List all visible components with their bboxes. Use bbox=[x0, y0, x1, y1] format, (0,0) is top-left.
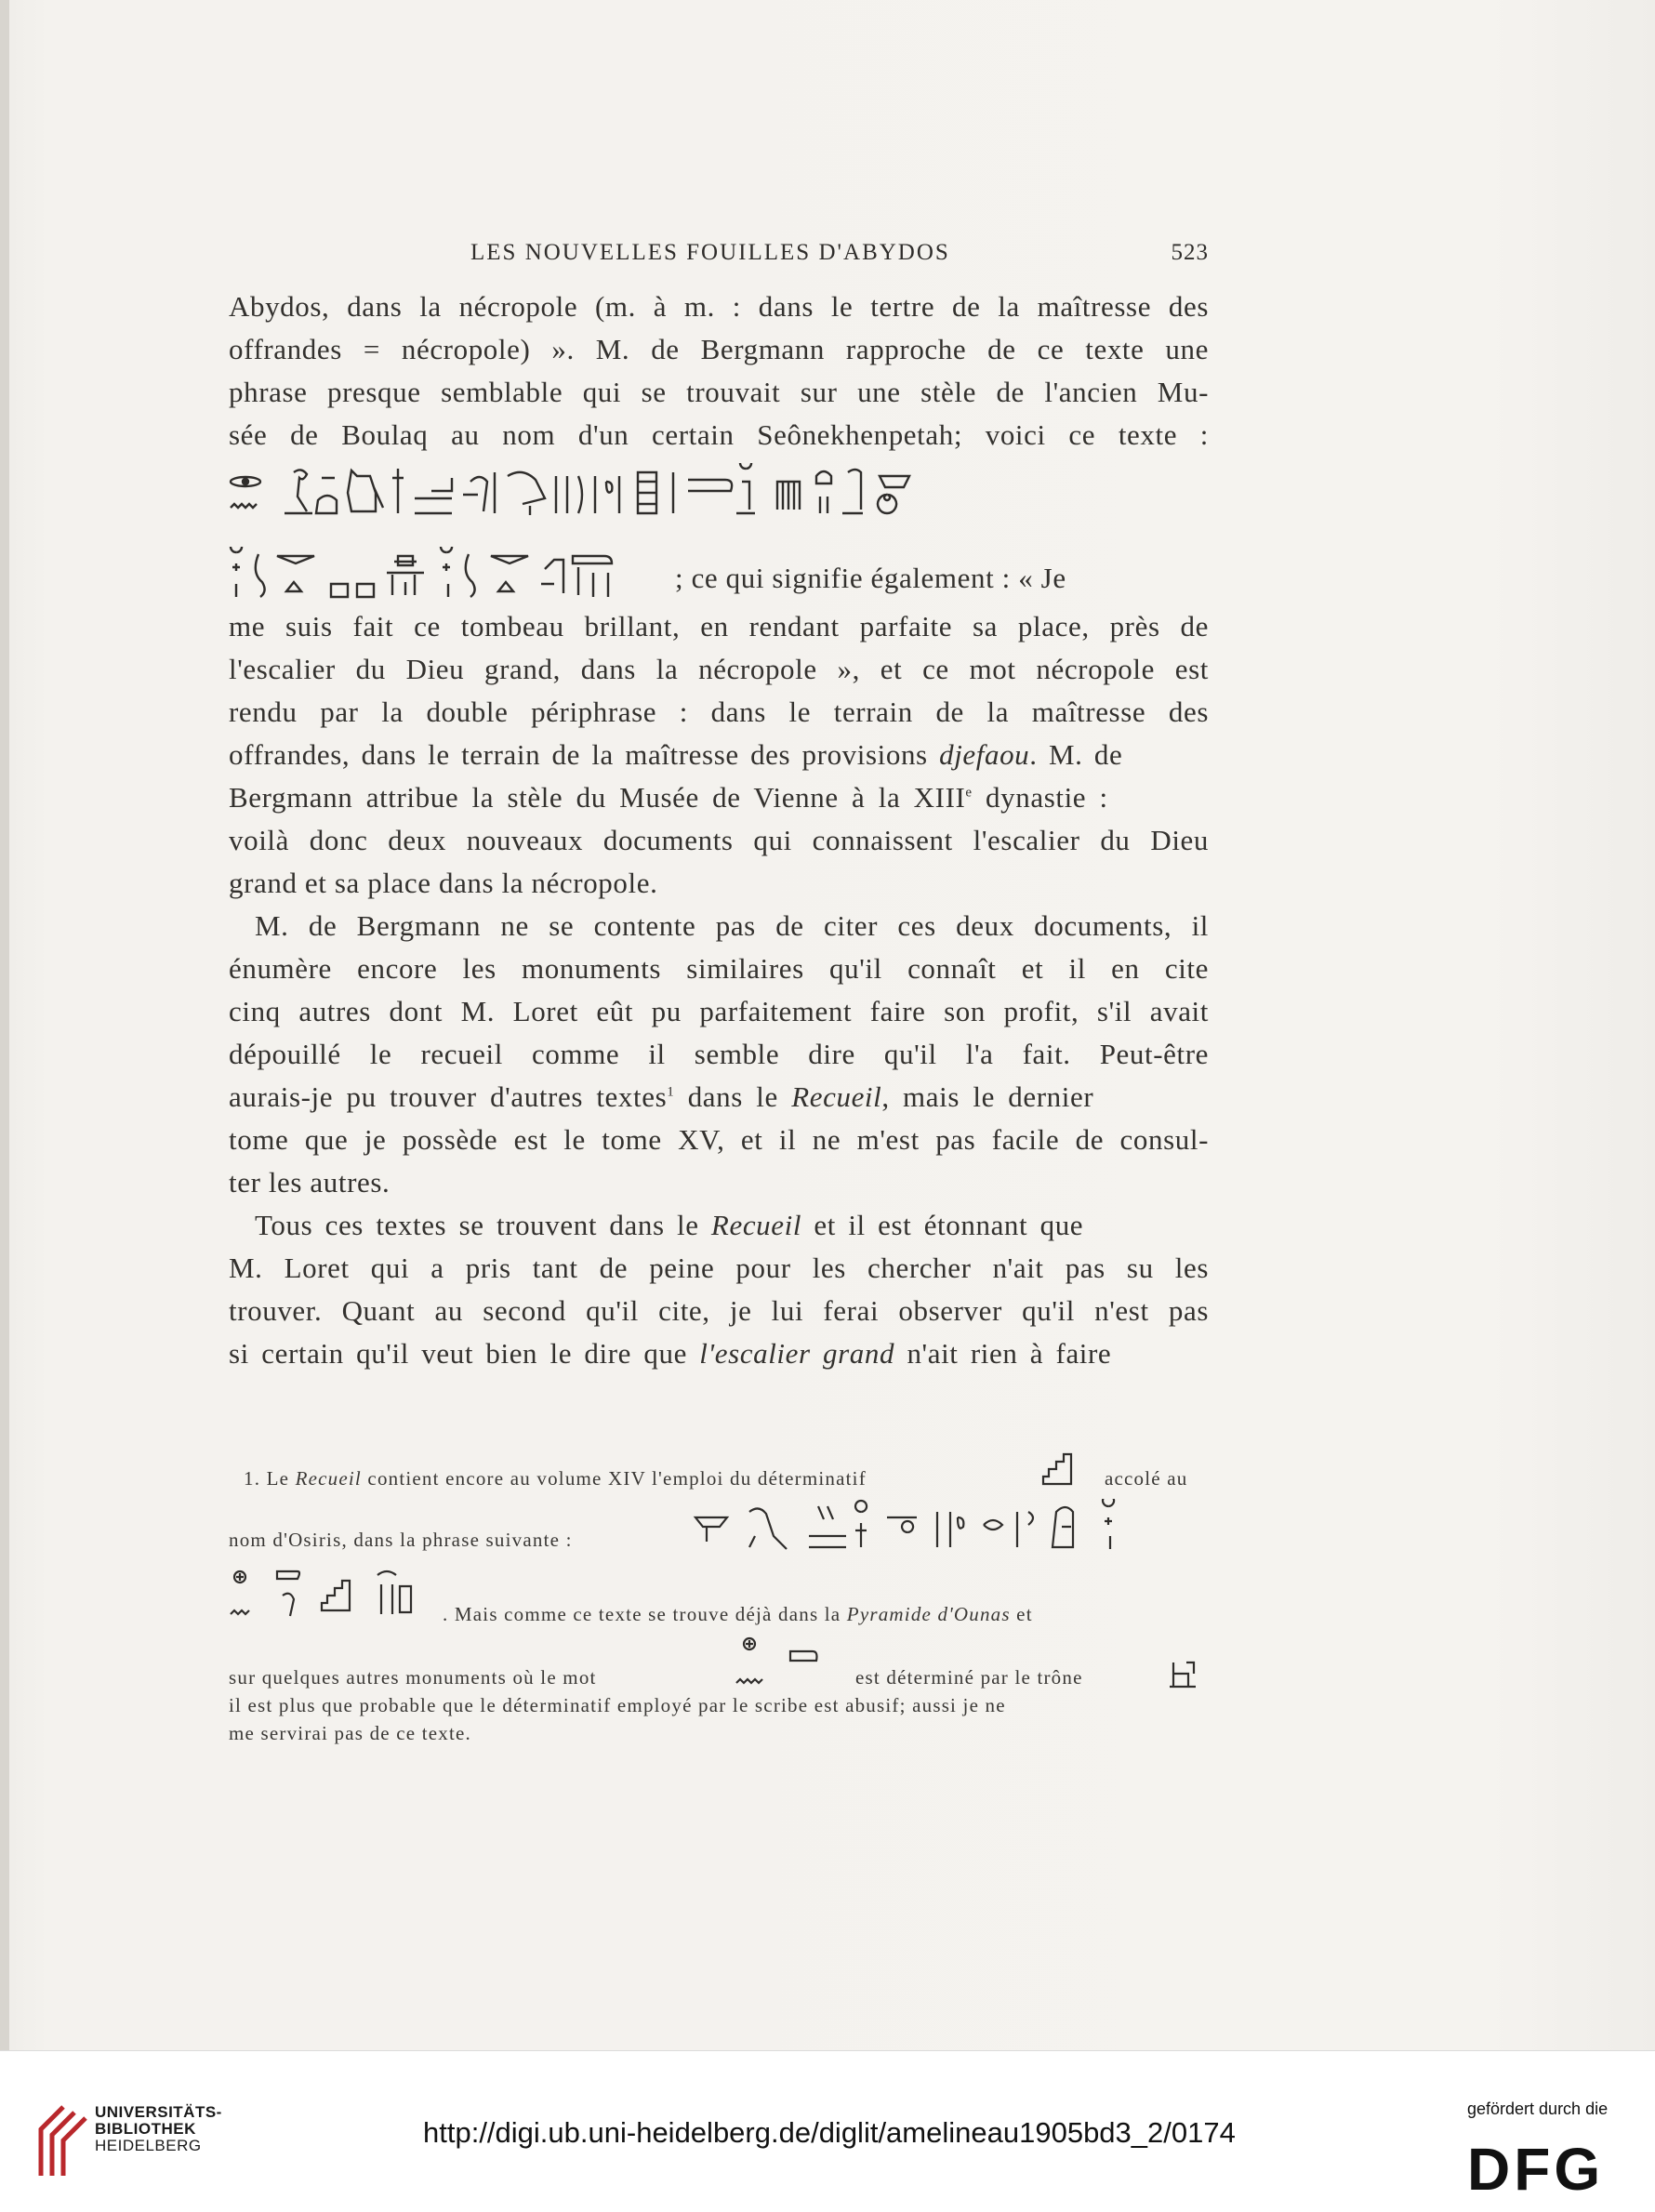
text-line: voilà donc deux nouveaux documents qui connaissent l'escalier du Dieu bbox=[229, 824, 1209, 856]
text-after-hieroglyphs: ; ce qui signifie également : « Je bbox=[675, 562, 1066, 594]
text-segment: Tous ces textes se trouvent dans le bbox=[255, 1209, 699, 1241]
italic-word: l'escalier grand bbox=[699, 1337, 895, 1370]
text-line: ter les autres. bbox=[229, 1166, 391, 1199]
text-line bbox=[229, 781, 1209, 815]
superscript: e bbox=[965, 785, 973, 801]
text-line: dépouillé le recueil comme il semble dire qu'il l'a fait. Peut-être bbox=[229, 1038, 1209, 1070]
hieroglyph-row-1 bbox=[229, 463, 1209, 521]
text-segment: et il est étonnant que bbox=[801, 1209, 1084, 1241]
permalink-url[interactable]: http://digi.ub.uni-heidelberg.de/diglit/amelineau1905bd3_2/0174 bbox=[423, 2116, 1236, 2149]
italic-word: Recueil bbox=[791, 1080, 882, 1113]
library-logo-icon[interactable] bbox=[35, 2098, 93, 2178]
text-segment: , mais le dernier bbox=[881, 1080, 1094, 1113]
scan-edge bbox=[0, 0, 9, 2050]
text-line bbox=[229, 738, 1209, 772]
throne-glyph bbox=[1166, 1659, 1199, 1690]
text-line: trouver. Quant au second qu'il cite, je lui ferai observer qu'il n'est pas bbox=[229, 1294, 1209, 1327]
text-line bbox=[229, 1080, 1209, 1114]
text-line: tome que je possède est le tome XV, et il ne m'est pas facile de consul- bbox=[229, 1123, 1209, 1156]
text-segment: n'ait rien à faire bbox=[894, 1337, 1112, 1370]
text-line: M. de Bergmann ne se contente pas de citer ces deux documents, il bbox=[255, 909, 1209, 942]
text-line: Abydos, dans la nécropole (m. à m. : dans le tertre de la maîtresse des bbox=[229, 290, 1209, 323]
footnote-line: est déterminé par le trône bbox=[855, 1666, 1083, 1689]
italic-word: Pyramide d'Ounas bbox=[846, 1603, 1011, 1625]
text-segment: 1. Le bbox=[244, 1467, 290, 1490]
text-segment: . M. de bbox=[1029, 738, 1123, 771]
footnote-hieroglyphs bbox=[688, 1499, 1209, 1558]
footnote-line: sur quelques autres monuments où le mot bbox=[229, 1666, 597, 1689]
footnote-line bbox=[443, 1603, 1033, 1626]
library-name-line: UNIVERSITÄTS- bbox=[95, 2103, 222, 2121]
hieroglyph-row-2 bbox=[229, 547, 666, 604]
italic-word: Recueil bbox=[710, 1209, 802, 1241]
text-line bbox=[229, 1337, 1209, 1371]
text-line: offrandes = nécropole) ». M. de Bergmann rapproche de ce texte une bbox=[229, 333, 1209, 365]
library-name[interactable] bbox=[95, 2104, 222, 2154]
footnote-line: il est plus que probable que le déterminatif employé par le scribe est abusif; aussi je ne bbox=[229, 1694, 1006, 1716]
footnote-line: me servirai pas de ce texte. bbox=[229, 1722, 471, 1744]
text-segment: aurais-je pu trouver d'autres textes bbox=[229, 1080, 668, 1113]
page-number: 523 bbox=[1171, 240, 1209, 265]
library-name-line: BIBLIOTHEK bbox=[95, 2120, 196, 2138]
text-line bbox=[229, 1209, 1209, 1242]
footnote-word-glyph bbox=[735, 1633, 837, 1690]
text-segment: dynastie : bbox=[972, 781, 1108, 814]
footnote-hieroglyphs-2 bbox=[229, 1562, 461, 1627]
funding-caption: gefördert durch die bbox=[1467, 2099, 1609, 2118]
text-line: grand et sa place dans la nécropole. bbox=[229, 867, 658, 899]
staircase-glyph bbox=[1039, 1450, 1075, 1488]
text-segment: et bbox=[1016, 1603, 1033, 1625]
text-segment: dans le bbox=[674, 1080, 792, 1113]
text-line: M. Loret qui a pris tant de peine pour les chercher n'ait pas su les bbox=[229, 1252, 1209, 1284]
running-title: LES NOUVELLES FOUILLES D'ABYDOS bbox=[470, 240, 950, 265]
text-line: sée de Boulaq au nom d'un certain Seônekhenpetah; voici ce texte : bbox=[229, 418, 1209, 451]
dfg-logo[interactable]: DFG bbox=[1467, 2136, 1605, 2203]
text-segment: contient encore au volume XIV l'emploi du déterminatif bbox=[367, 1467, 867, 1490]
running-header bbox=[229, 240, 1209, 277]
italic-word: Recueil bbox=[295, 1467, 362, 1490]
viewer-footer bbox=[0, 2050, 1655, 2212]
text-segment: Bergmann attribue la stèle du Musée de Vienne à la XIII bbox=[229, 781, 966, 814]
text-line: énumère encore les monuments similaires qu'il connaît et il en cite bbox=[229, 952, 1209, 985]
footnote-line bbox=[244, 1467, 867, 1490]
text-segment: . Mais comme ce texte se trouve déjà dans la bbox=[443, 1603, 841, 1625]
text-line: rendu par la double périphrase : dans le terrain de la maîtresse des bbox=[229, 695, 1209, 728]
text-line: phrase presque semblable qui se trouvait sur une stèle de l'ancien Mu- bbox=[229, 376, 1209, 408]
footnote-line-end: accolé au bbox=[1105, 1467, 1188, 1490]
italic-word: djefaou bbox=[939, 738, 1030, 771]
text-line: cinq autres dont M. Loret eût pu parfaitement faire son profit, s'il avait bbox=[229, 995, 1209, 1027]
text-line: l'escalier du Dieu grand, dans la nécropole », et ce mot nécropole est bbox=[229, 653, 1209, 685]
library-name-line: HEIDELBERG bbox=[95, 2137, 202, 2154]
text-segment: offrandes, dans le terrain de la maîtresse des provisions bbox=[229, 738, 928, 771]
footnote-marker: 1 bbox=[667, 1084, 675, 1100]
text-segment: si certain qu'il veut bien le dire que bbox=[229, 1337, 687, 1370]
text-line: me suis fait ce tombeau brillant, en rendant parfaite sa place, près de bbox=[229, 610, 1209, 642]
footnote-line: nom d'Osiris, dans la phrase suivante : bbox=[229, 1529, 573, 1551]
